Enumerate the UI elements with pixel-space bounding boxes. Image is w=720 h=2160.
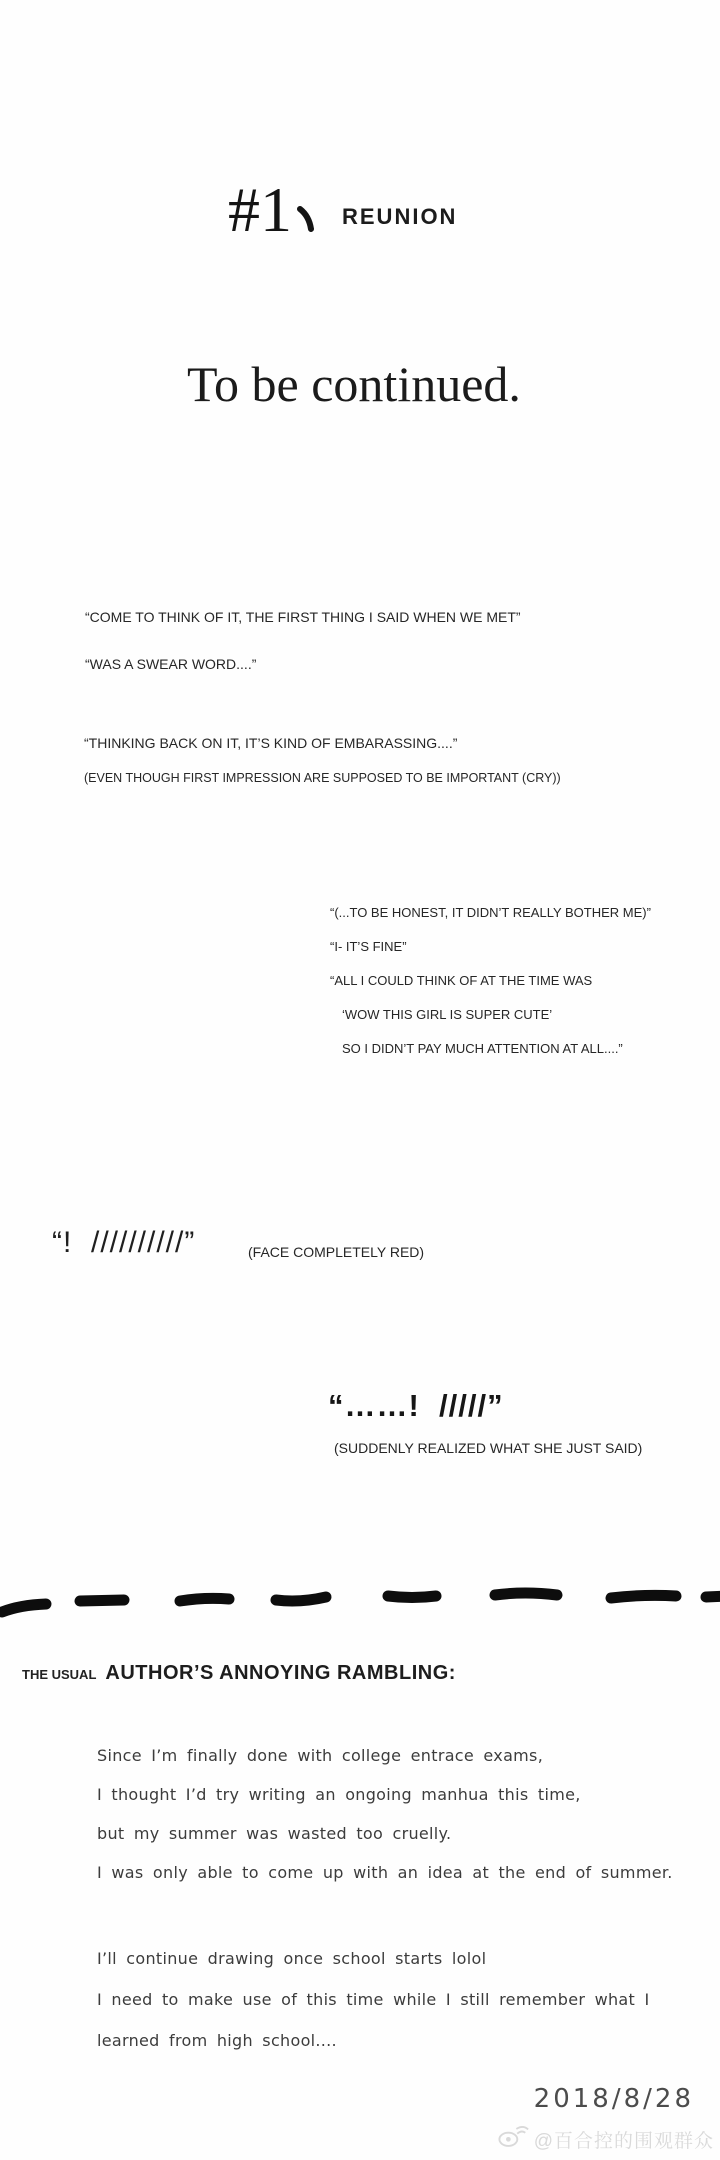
dialogue-line: “THINKING BACK ON IT, IT’S KIND OF EMBARASSING....” [84,735,458,751]
dialogue-block-2 [84,726,561,796]
caption-realization: (SUDDENLY REALIZED WHAT SHE JUST SAID) [334,1440,643,1456]
author-note-prefix: THE USUAL [22,1667,97,1682]
dialogue-line: “(...TO BE HONEST, IT DIDN’T REALLY BOTHER ME)” [330,905,651,920]
author-note-line: I’ll continue drawing once school starts lolol [97,1949,487,1968]
chapter-title: REUNION [342,204,458,229]
chapter-header [228,174,458,245]
watermark [498,2124,714,2154]
watermark-text: @百合控的围观群众 [533,2130,714,2152]
author-note-heading-row [22,1662,456,1685]
date-text: 2018/8/28 [533,2084,694,2114]
dialogue-line: SO I DIDN’T PAY MUCH ATTENTION AT ALL....” [342,1041,623,1056]
author-note-paragraph-1 [97,1736,673,1892]
author-note-line: I thought I’d try writing an ongoing manhua this time, [97,1785,581,1804]
author-note-line: Since I’m finally done with college entrace exams, [97,1746,544,1765]
sfx-face-red: “! //////////” [52,1226,196,1259]
to-be-continued-text: To be continued. [187,356,521,412]
author-note-line: but my summer was wasted too cruelly. [97,1824,452,1843]
dialogue-block-1 [85,594,521,688]
author-note-line: I need to make use of this time while I still remember what I [97,1990,650,2009]
hand-drawn-divider [0,1584,720,1633]
dialogue-line: (EVEN THOUGH FIRST IMPRESSION ARE SUPPOSED TO BE IMPORTANT (CRY)) [84,771,561,785]
dialogue-line: “ALL I COULD THINK OF AT THE TIME WAS [330,973,593,988]
sfx-realization: “……! /////” [328,1388,504,1423]
dialogue-line: “I- IT’S FINE” [330,939,407,954]
caption-face-red: (FACE COMPLETELY RED) [248,1244,425,1260]
author-note-paragraph-2 [97,1938,650,2061]
author-note-title: AUTHOR’S ANNOYING RAMBLING: [105,1662,456,1684]
dialogue-block-3 [330,896,651,1066]
author-note-line: I was only able to come up with an idea at the end of summer. [97,1863,673,1882]
dialogue-line: “COME TO THINK OF IT, THE FIRST THING I SAID WHEN WE MET” [85,609,521,625]
dialogue-line: ‘WOW THIS GIRL IS SUPER CUTE’ [342,1007,553,1022]
weibo-icon [498,2124,530,2154]
dialogue-line: “WAS A SWEAR WORD....” [85,656,257,672]
ideographic-comma-icon [296,205,316,238]
author-note-line: learned from high school.... [97,2031,337,2050]
chapter-number: #1 [228,174,292,245]
